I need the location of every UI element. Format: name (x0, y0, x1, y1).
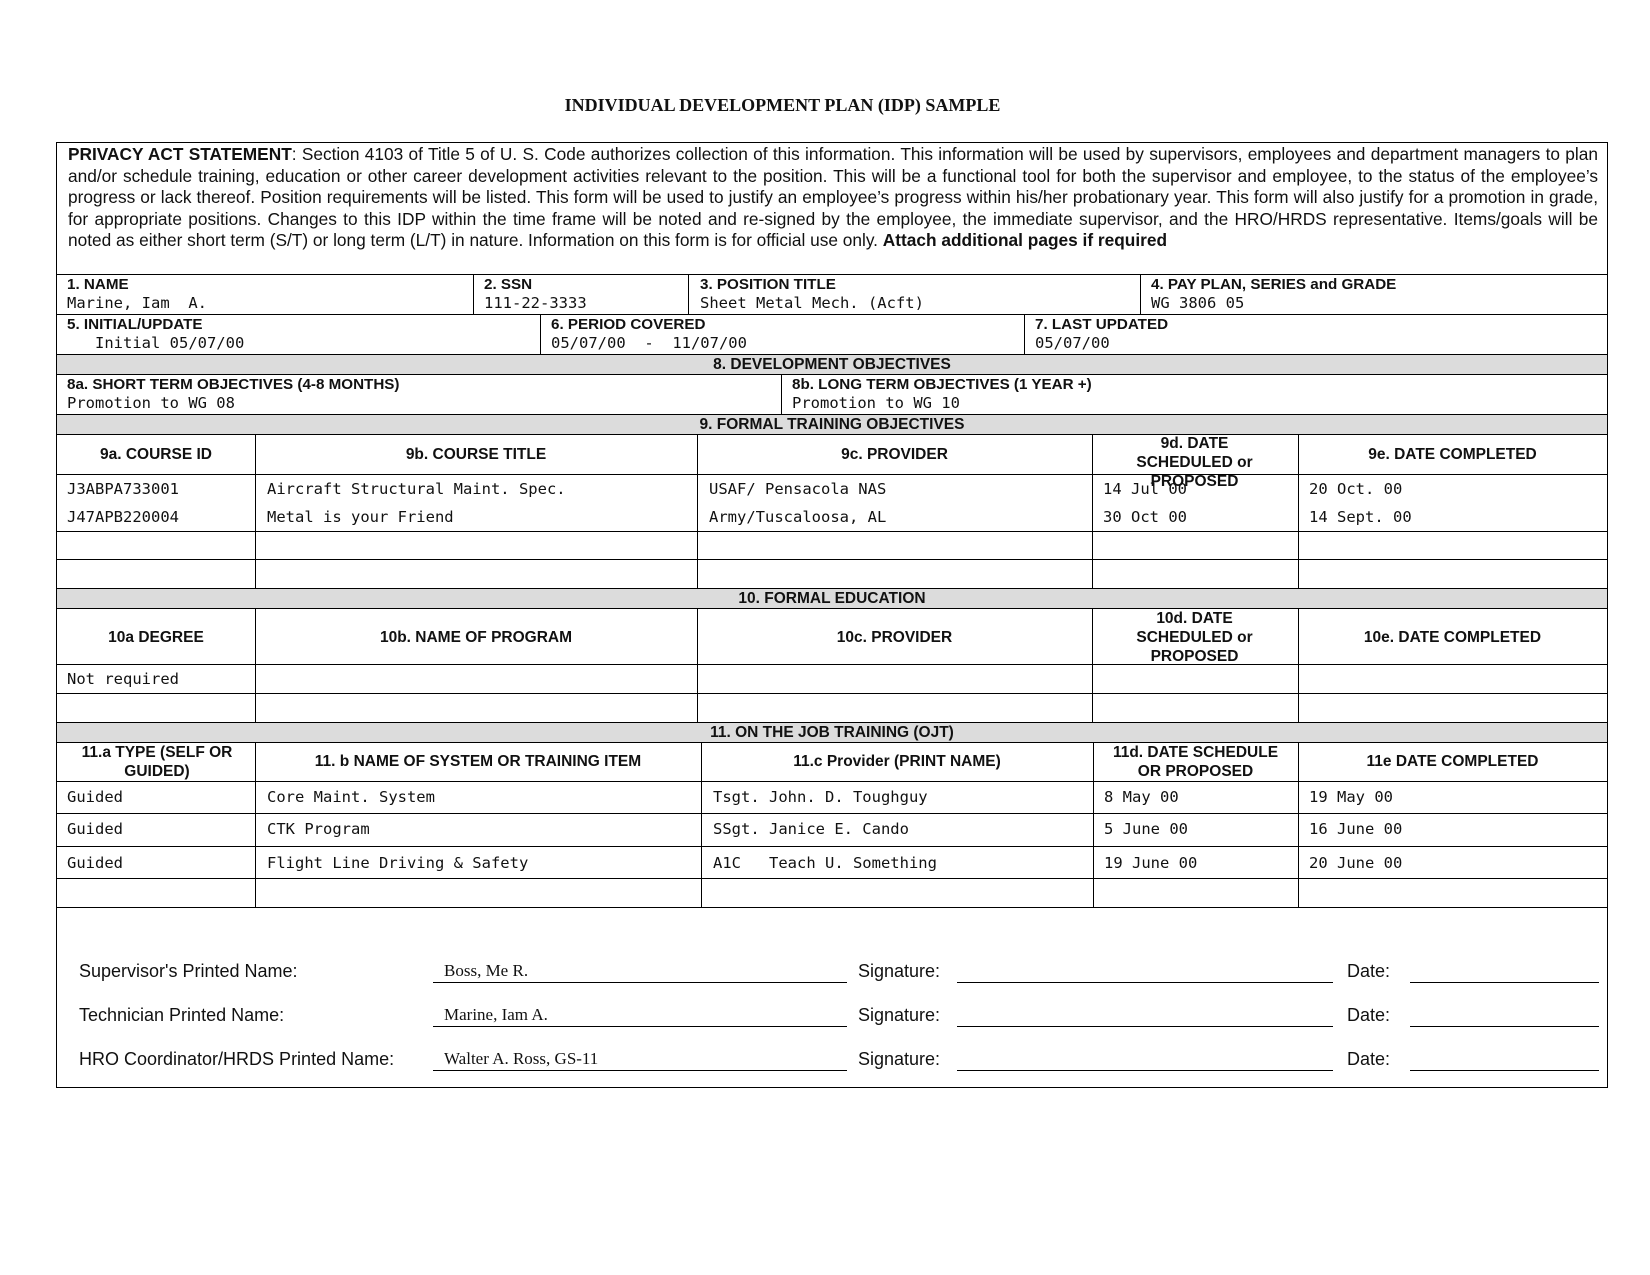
name-value[interactable]: Marine, Iam A. (67, 294, 207, 312)
table-cell[interactable]: J47APB220004 (67, 508, 179, 526)
divider (57, 693, 1607, 694)
table-cell[interactable]: USAF/ Pensacola NAS (709, 480, 887, 498)
date-label: Date: (1347, 961, 1391, 981)
divider (1092, 608, 1093, 722)
divider (57, 813, 1607, 814)
idp-form (56, 142, 1608, 1088)
table-cell[interactable]: 30 Oct 00 (1103, 508, 1187, 526)
divider (57, 907, 1607, 908)
table-cell[interactable]: 16 June 00 (1309, 820, 1403, 838)
table-cell[interactable]: A1C Teach U. Something (713, 854, 937, 872)
col-date-scheduled: 11d. DATE SCHEDULE OR PROPOSED (1112, 744, 1279, 780)
divider (1298, 608, 1299, 722)
initial-update-label: 5. INITIAL/UPDATE (67, 316, 203, 333)
divider (688, 274, 689, 314)
hro-name-label: HRO Coordinator/HRDS Printed Name: (79, 1049, 395, 1069)
hro-name-value[interactable]: Walter A. Ross, GS-11 (444, 1049, 599, 1068)
divider (540, 314, 541, 354)
table-cell[interactable]: Metal is your Friend (267, 508, 454, 526)
table-cell[interactable]: 20 June 00 (1309, 854, 1403, 872)
table-cell[interactable]: SSgt. Janice E. Cando (713, 820, 909, 838)
table-cell[interactable]: Not required (67, 670, 179, 688)
divider (57, 474, 1607, 475)
divider (57, 664, 1607, 665)
date-label: Date: (1347, 1049, 1391, 1069)
col-program-name: 10b. NAME OF PROGRAM (379, 629, 573, 646)
pay-plan-label: 4. PAY PLAN, SERIES and GRADE (1151, 276, 1397, 293)
col-provider: 11.c Provider (PRINT NAME) (793, 753, 1001, 770)
privacy-act-statement (68, 144, 1598, 252)
signature-line[interactable] (957, 1070, 1333, 1071)
divider (57, 559, 1607, 560)
date-label: Date: (1347, 1005, 1391, 1025)
col-provider: 10c. PROVIDER (836, 629, 953, 646)
table-cell[interactable]: CTK Program (267, 820, 370, 838)
ojt-header: 11. ON THE JOB TRAINING (OJT) (710, 724, 954, 741)
signature-label: Signature: (858, 961, 941, 981)
ssn-label: 2. SSN (484, 276, 533, 293)
table-cell[interactable]: 14 Jul 00 (1103, 480, 1187, 498)
divider (57, 531, 1607, 532)
table-cell[interactable]: Guided (67, 854, 123, 872)
col-system-name: 11. b NAME OF SYSTEM OR TRAINING ITEM (314, 753, 642, 770)
signature-line[interactable] (957, 1026, 1333, 1027)
last-updated-label: 7. LAST UPDATED (1035, 316, 1169, 333)
divider (57, 781, 1607, 782)
name-line (433, 1070, 847, 1071)
attach-note: Attach additional pages if required (882, 230, 1168, 251)
period-covered-label: 6. PERIOD COVERED (551, 316, 706, 333)
table-cell[interactable]: 5 June 00 (1104, 820, 1188, 838)
divider (57, 608, 1607, 609)
col-date-completed: 10e. DATE COMPLETED (1363, 629, 1542, 646)
position-value[interactable]: Sheet Metal Mech. (Acft) (700, 294, 924, 312)
divider (57, 314, 1607, 315)
short-term-label: 8a. SHORT TERM OBJECTIVES (4-8 MONTHS) (67, 376, 400, 393)
divider (57, 274, 1607, 275)
formal-training-header: 9. FORMAL TRAINING OBJECTIVES (699, 416, 965, 433)
signature-label: Signature: (858, 1005, 941, 1025)
date-line[interactable] (1410, 982, 1599, 983)
last-updated-value[interactable]: 05/07/00 (1035, 334, 1110, 352)
divider (1092, 434, 1093, 588)
divider (473, 274, 474, 314)
table-cell[interactable]: Army/Tuscaloosa, AL (709, 508, 887, 526)
divider (697, 608, 698, 722)
table-cell[interactable]: Aircraft Structural Maint. Spec. (267, 480, 566, 498)
technician-name-label: Technician Printed Name: (79, 1005, 285, 1025)
table-cell[interactable]: Core Maint. System (267, 788, 435, 806)
period-covered-value[interactable]: 05/07/00 - 11/07/00 (551, 334, 747, 352)
divider (1024, 314, 1025, 354)
long-term-label: 8b. LONG TERM OBJECTIVES (1 YEAR +) (792, 376, 1092, 393)
divider (57, 742, 1607, 743)
technician-name-value[interactable]: Marine, Iam A. (444, 1005, 548, 1024)
table-cell[interactable]: Guided (67, 788, 123, 806)
divider (57, 846, 1607, 847)
name-label: 1. NAME (67, 276, 129, 293)
col-date-scheduled: 10d. DATE SCHEDULED or PROPOSED (1136, 610, 1253, 665)
position-label: 3. POSITION TITLE (700, 276, 836, 293)
divider (781, 374, 782, 414)
date-line[interactable] (1410, 1070, 1599, 1071)
divider (1140, 274, 1141, 314)
short-term-value[interactable]: Promotion to WG 08 (67, 394, 235, 412)
name-line (433, 982, 847, 983)
divider (57, 434, 1607, 435)
formal-education-header: 10. FORMAL EDUCATION (738, 590, 926, 607)
signature-line[interactable] (957, 982, 1333, 983)
col-course-id: 9a. COURSE ID (100, 446, 212, 463)
privacy-body: : Section 4103 of Title 5 of U. S. Code authorizes collection of this information. This information will be used by supervisors, employees and department managers to plan and/or schedule training, education or other career development activities relevant to the position. This will be a functional tool for both the supervisor and employee, to the status of the employee’s progress or lack thereof. Position requirements will be listed. This form will be used to justify an employee’s progress within his/her probationary year. This form will also justify for a promotion in grade, for appropriate positions. Changes to this IDP within the time frame will be noted and re-signed by the employee, the immediate supervisor, and the HRO/HRDS representative. Items/goals will be noted as either short term (S/T) or long term (L/T) in nature. Information on this form is for official use only. (68, 144, 1598, 251)
long-term-value[interactable]: Promotion to WG 10 (792, 394, 960, 412)
table-cell[interactable]: Flight Line Driving & Safety (267, 854, 529, 872)
development-objectives-header: 8. DEVELOPMENT OBJECTIVES (713, 356, 951, 373)
supervisor-name-label: Supervisor's Printed Name: (79, 961, 298, 981)
divider (57, 374, 1607, 375)
document-title: INDIVIDUAL DEVELOPMENT PLAN (IDP) SAMPLE (564, 95, 1001, 115)
ssn-value[interactable]: 111-22-3333 (484, 294, 587, 312)
divider (1093, 742, 1094, 907)
col-date-scheduled: 9d. DATE SCHEDULED or PROPOSED (1136, 435, 1253, 490)
col-date-completed: 11e DATE COMPLETED (1366, 753, 1539, 770)
table-cell[interactable]: 14 Sept. 00 (1309, 508, 1412, 526)
col-degree: 10a DEGREE (108, 629, 204, 646)
table-cell[interactable]: J3ABPA733001 (67, 480, 179, 498)
date-line[interactable] (1410, 1026, 1599, 1027)
table-cell[interactable]: 8 May 00 (1104, 788, 1179, 806)
privacy-heading: PRIVACY ACT STATEMENT (68, 144, 292, 164)
divider (57, 878, 1607, 879)
pay-plan-value[interactable]: WG 3806 05 (1151, 294, 1245, 312)
col-type: 11.a TYPE (SELF OR GUIDED) (81, 744, 233, 780)
supervisor-name-value[interactable]: Boss, Me R. (444, 961, 529, 980)
table-cell[interactable]: Guided (67, 820, 123, 838)
table-cell[interactable]: 20 Oct. 00 (1309, 480, 1403, 498)
divider (255, 608, 256, 722)
table-cell[interactable]: Tsgt. John. D. Toughguy (713, 788, 928, 806)
name-line (433, 1026, 847, 1027)
table-cell[interactable]: 19 June 00 (1104, 854, 1198, 872)
initial-update-value[interactable]: Initial 05/07/00 (67, 334, 245, 352)
col-date-completed: 9e. DATE COMPLETED (1368, 446, 1537, 463)
signature-label: Signature: (858, 1049, 941, 1069)
table-cell[interactable]: 19 May 00 (1309, 788, 1393, 806)
col-course-title: 9b. COURSE TITLE (405, 446, 547, 463)
col-provider: 9c. PROVIDER (841, 446, 948, 463)
